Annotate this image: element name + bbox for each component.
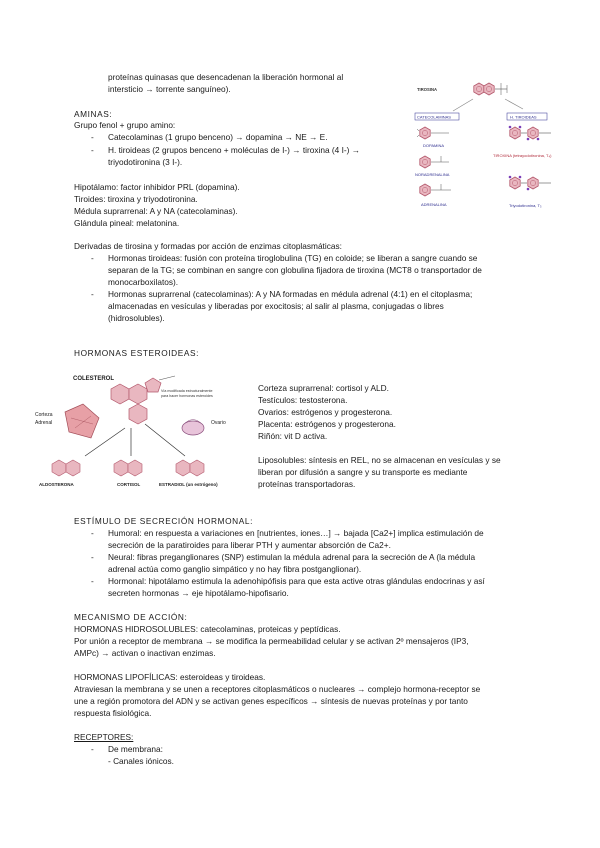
mecanismo-heading: MECANISMO DE ACCIÓN: (74, 612, 188, 622)
ovarios-line: Ovarios: estrógenos y progesterona. (258, 407, 393, 417)
neural-line-1: Neural: fibras preganglionares (SNP) estimulan la médula adrenal para la secreción de A (la médula (108, 552, 476, 562)
aldosterona-label: ALDOSTERONA (39, 482, 74, 487)
aminas-grupo: Grupo fenol + grupo amino: (74, 120, 176, 130)
estradiol-label: ESTRADIOL (un estrógeno) (159, 482, 218, 487)
cortisol-ring-a (114, 460, 128, 476)
aminas-bullet-1: Catecolaminas (1 grupo benceno) → dopamina → NE → E. (108, 132, 328, 142)
tirosina-ring (474, 83, 484, 95)
ovary-illustration (182, 421, 204, 435)
bullet-dash: - (91, 253, 94, 263)
hipotalamo-line: Hipotálamo: factor inhibidor PRL (dopamina). (74, 182, 240, 192)
steroid-figure (35, 368, 250, 490)
bullet-dash: - (91, 132, 94, 142)
tiroxina-ring-1 (510, 127, 520, 139)
esteroideas-heading: HORMONAS ESTEROIDEAS: (74, 348, 200, 358)
pineal-line: Glándula pineal: melatonina. (74, 218, 180, 228)
humoral-line-1: Humoral: en respuesta a variaciones en [nutrientes, iones…] → bajada [Ca2+] implica estimulación de (108, 528, 484, 538)
colesterol-label: COLESTEROL (73, 376, 115, 382)
bullet-dash: - (91, 552, 94, 562)
neural-line-2: adrenal actúa como ganglio simpático y no hay fibra postganglionar). (108, 564, 362, 574)
bullet-dash: - (91, 576, 94, 586)
intro-line-2: intersticio → torrente sanguíneo). (108, 84, 231, 94)
corteza-label-2: Adrenal (35, 420, 53, 426)
colesterol-ring-a (111, 384, 129, 404)
amine-structure-figure (395, 75, 560, 220)
hidrosolubles-line-2: AMPc) → activan o inactivan enzimas. (74, 648, 216, 658)
estimulo-heading: ESTÍMULO DE SECRECIÓN HORMONAL: (74, 516, 254, 526)
medula-line: Médula suprarrenal: A y NA (catecolaminas). (74, 206, 238, 216)
estradiol-ring-a (176, 460, 190, 476)
tiroxina-label: TIROXINA (tetrayodotironina, T₄) (493, 153, 552, 158)
aminas-heading: AMINAS: (74, 109, 113, 119)
testiculos-line: Testículos: testosterona. (258, 395, 348, 405)
adrenalina-ring (420, 184, 430, 196)
hormonal-line-1: Hormonal: hipotálamo estimula la adenohipófisis para que esta active otras glándulas endocrinas y así (108, 576, 485, 586)
suprarrenal-line-1: Hormonas suprarrenal (catecolaminas): A y NA formadas en médula adrenal (4:1) en el citoplasma; (108, 289, 473, 299)
aminas-bullet-2-line-2: triyodotironina (3 I-). (108, 157, 183, 167)
dopamina-ring (420, 127, 430, 139)
derivadas-line: Derivadas de tirosina y formadas por acción de enzimas citoplasmáticas: (74, 241, 342, 251)
humoral-line-2: secreción de la paratiroides para liberar PTH y aumentar absorción de Ca2+. (108, 540, 391, 550)
tiroides-line: Tiroides: tiroxina y triyodotironina. (74, 194, 198, 204)
triyodo-ring-1 (510, 177, 520, 189)
triyodo-ring-2 (528, 177, 538, 189)
bullet-dash: - (91, 289, 94, 299)
bullet-dash: - (91, 744, 94, 754)
suprarrenal-line-3: (hidrosolubles). (108, 313, 165, 323)
tiroideas-line-2: separan de la TG; se combinan en sangre con globulina fijadora de tiroxina (MCT8 o transportador de (108, 265, 482, 275)
noradrenalina-label: NORADRENALINA (415, 172, 450, 177)
rinon-line: Riñón: vit D activa. (258, 431, 328, 441)
bullet-dash: - (91, 145, 94, 155)
hormonal-line-2: secreten hormonas → eje hipotálamo-hipofisario. (108, 588, 289, 598)
triyodo-label: Triyodotironina, T₃ (509, 203, 542, 208)
liposolubles-line-3: proteínas transportadoras. (258, 479, 356, 489)
receptores-membrana: De membrana: (108, 744, 163, 754)
adrenalina-label: ADRENALINA (421, 202, 447, 207)
dopamina-label: DOPAMINA (423, 143, 445, 148)
cortisol-label: CORTISOL (117, 482, 141, 487)
tirosina-ring-2 (484, 83, 494, 95)
liposolubles-line-1: Liposolubles: síntesis en REL, no se almacenan en vesículas y se (258, 455, 501, 465)
tirosina-label: TIROSINA (417, 87, 438, 92)
nota-linea-2: para hacer hormonas esteroides (161, 394, 213, 398)
liposolubles-line-2: liberan por difusión a sangre y su transporte es mediante (258, 467, 468, 477)
lipofilicas-title: HORMONAS LIPOFÍLICAS: esteroideas y tiroideas. (74, 672, 266, 682)
placenta-line: Placenta: estrógenos y progesterona. (258, 419, 396, 429)
hidrosolubles-line-1: Por unión a receptor de membrana → se modifica la permeabilidad celular y se activan 2º mensajeros (IP3, (74, 636, 469, 646)
bullet-dash: - (91, 528, 94, 538)
lipofilicas-line-2: une a región promotora del ADN y se activan genes específicos → síntesis de nuevas proteínas y por tanto (74, 696, 468, 706)
aldosterona-ring-b (66, 460, 80, 476)
tiroideas-line-1: Hormonas tiroideas: fusión con proteína tiroglobulina (TG) en coloide; se liberan a sangre cuando se (108, 253, 478, 263)
colesterol-ring-b (129, 384, 147, 404)
aminas-bullet-2-line-1: H. tiroideas (2 grupos benceno + moléculas de I-) → tiroxina (4 I-) → (108, 145, 361, 155)
corteza-line: Corteza suprarrenal: cortisol y ALD. (258, 383, 389, 393)
intro-line-1: proteínas quinasas que desencadenan la liberación hormonal al (108, 72, 344, 82)
lipofilicas-line-1: Atraviesan la membrana y se unen a receptores citoplasmáticos o nucleares → complejo hormona-receptor se (74, 684, 481, 694)
colesterol-ring-d (145, 378, 161, 392)
cortisol-ring-b (128, 460, 142, 476)
nota-linea-1: Vía modificada estructuralmente (161, 389, 213, 393)
h-tiroideas-label: H. TIROIDEAS (510, 114, 537, 120)
tiroideas-line-3: monocarboxilatos). (108, 277, 179, 287)
tiroxina-ring-2 (528, 127, 538, 139)
lipofilicas-line-3: respuesta fisiológica. (74, 708, 152, 718)
corteza-label-1: Corteza (35, 412, 53, 418)
colesterol-ring-c (129, 404, 147, 424)
noradrenalina-ring (420, 156, 430, 168)
aldosterona-ring-a (52, 460, 66, 476)
ovario-label: Ovario (211, 420, 226, 426)
receptores-canales: - Canales iónicos. (108, 756, 174, 766)
receptores-heading: RECEPTORES: (74, 732, 134, 742)
suprarrenal-line-2: almacenadas en vesículas y liberadas por exocitosis; al salir al plasma, conjugadas o libres (108, 301, 444, 311)
hidrosolubles-title: HORMONAS HIDROSOLUBLES: catecolaminas, proteicas y peptídicas. (74, 624, 341, 634)
estradiol-ring-b (190, 460, 204, 476)
catecolaminas-label: CATECOLAMINAS (417, 114, 451, 120)
